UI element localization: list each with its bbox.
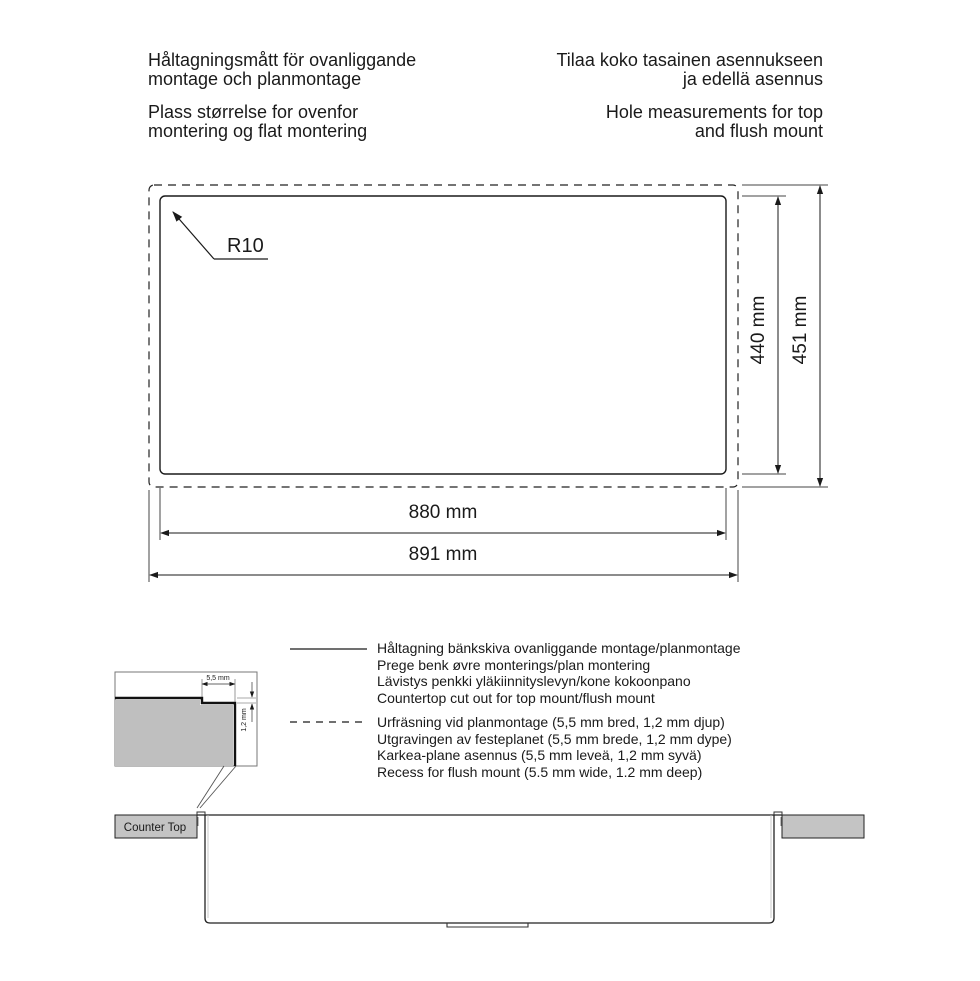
recess-detail-inset (115, 672, 257, 766)
counter-top-label: Counter Top (123, 822, 187, 834)
sink-bowl (205, 815, 774, 923)
heading-swedish: Håltagningsmått för ovanliggande montage och planmontage (148, 50, 417, 89)
heading-norwegian: Plass størrelse for ovenfor montering og flat montering (148, 102, 368, 141)
recess-depth-label: 1,2 mm (241, 708, 248, 732)
legend-solid-text: Håltagning bänkskiva ovanliggande montage/planmontage Prege benk øvre monterings/plan montering Lävistys penkki yläkiinnityslevyn/kone kokoonpano Countertop cut out for top mount/flush mount (377, 640, 741, 706)
outer-width-label: 891 mm (408, 544, 478, 565)
outer-height-label: 451 mm (790, 295, 811, 365)
legend-dashed-text: Urfräsning vid planmontage (5,5 mm bred, 1,2 mm djup) Utgravingen av festeplanet (5,5 mm brede, 1,2 mm dype) Karkea-plane asennus (5,5 mm leveä, 1,2 mm syvä) Recess for flush mount (5.5 mm wide, 1.2 mm deep) (377, 714, 732, 780)
sink-cross-section (115, 812, 864, 927)
counter-top-right (782, 815, 864, 838)
detail-callout-lines (197, 766, 236, 808)
heading-english: Hole measurements for top and flush mount (605, 102, 823, 141)
inner-width-label: 880 mm (408, 502, 478, 523)
inner-height-label: 440 mm (748, 295, 769, 365)
heading-finnish: Tilaa koko tasainen asennukseen ja edellä asennus (556, 50, 823, 89)
outer-cutout-outline (149, 185, 738, 487)
radius-label: R10 (227, 235, 264, 257)
recess-width-label: 5,5 mm (206, 675, 230, 682)
